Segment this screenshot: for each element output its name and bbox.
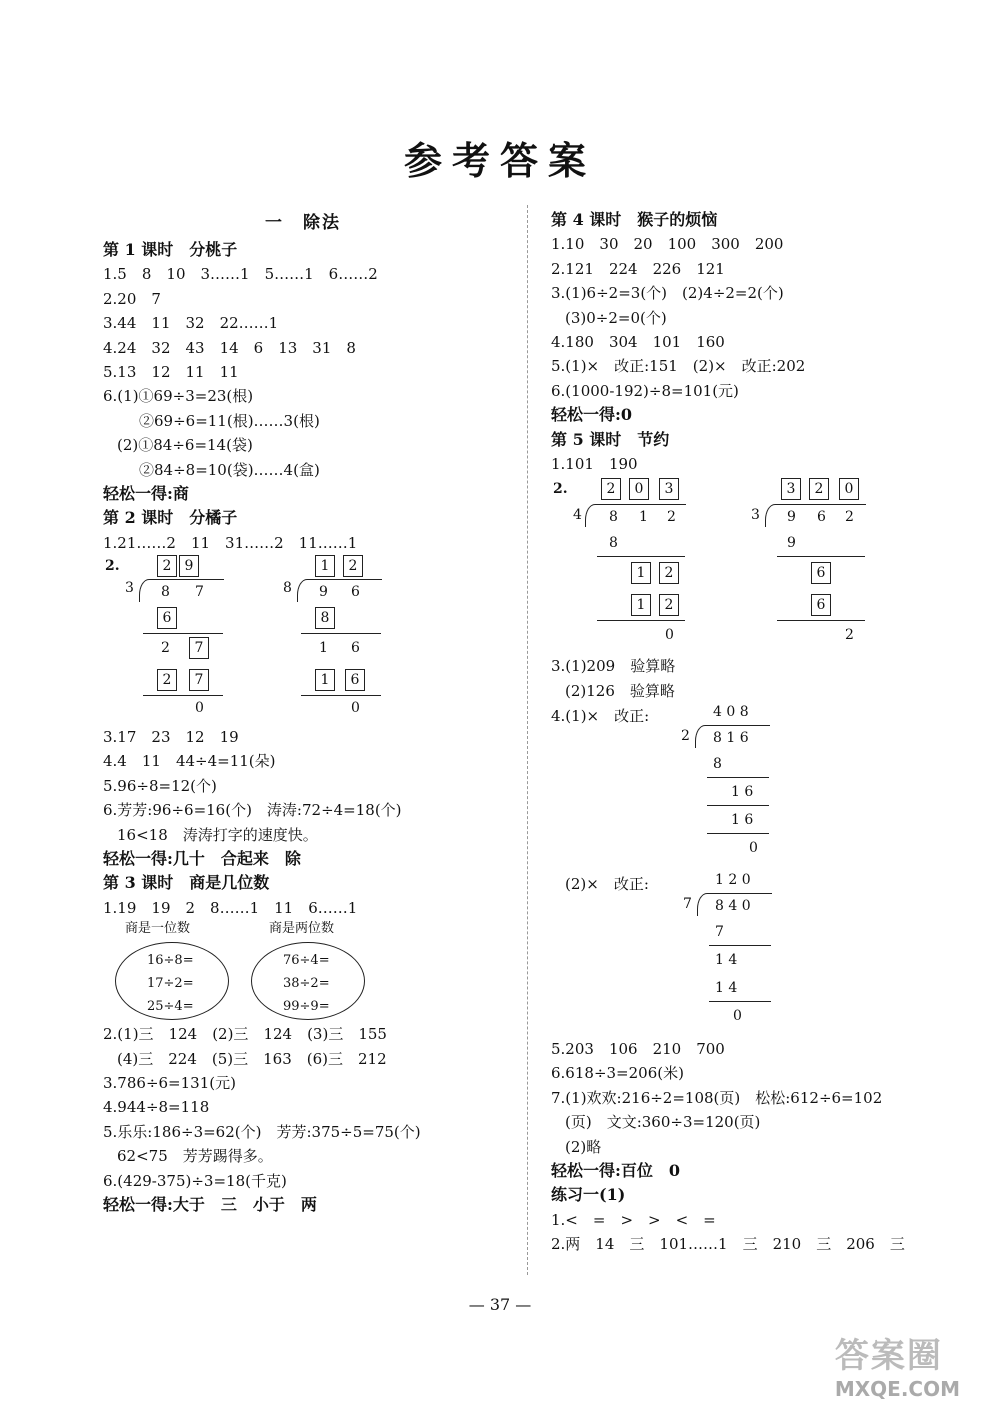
dividend-digit: 2 xyxy=(845,509,854,526)
watermark-text: MXQE.COM xyxy=(834,1377,960,1401)
final-remainder: 0 xyxy=(665,627,674,644)
rule xyxy=(143,695,223,696)
lesson-2-heading: 第 2 课时 分橘子 xyxy=(103,508,238,528)
division-bracket xyxy=(139,579,224,602)
watermark-glyphs: 答案圈 xyxy=(834,1336,943,1376)
rule xyxy=(597,620,685,621)
answer-line: 1.5 8 10 3……1 5……1 6……2 xyxy=(103,265,378,284)
section-title: 一 除法 xyxy=(265,213,341,233)
subtract-digit: 7 xyxy=(715,924,724,941)
quotient-digit: 0 xyxy=(629,478,649,500)
ellipse-item: 38÷2= xyxy=(283,976,330,992)
answer-line: 1.< = > > < = xyxy=(551,1210,716,1229)
subtract-digit: 6 xyxy=(345,669,365,691)
page-title: 参考答案 xyxy=(403,138,596,183)
rule xyxy=(597,556,685,557)
subtract-digit: 8 xyxy=(315,607,335,629)
ellipse-item: 25÷4= xyxy=(147,999,194,1015)
practice-heading: 练习一(1) xyxy=(551,1185,626,1205)
dividend: 8 4 0 xyxy=(715,898,751,915)
ellipse-item: 99÷9= xyxy=(283,999,330,1015)
remainder-digit: 1 xyxy=(319,640,328,657)
rule xyxy=(707,777,769,778)
answer-line: (2)略 xyxy=(565,1137,602,1156)
divisor: 8 xyxy=(283,580,292,597)
rule xyxy=(709,945,771,946)
answer-line: (页) 文文:360÷3=120(页) xyxy=(565,1113,761,1132)
remainder-digit: 6 xyxy=(351,640,360,657)
final-remainder: 0 xyxy=(195,700,204,717)
subtract-digit: 1 xyxy=(631,594,651,616)
remainder-digit: 1 xyxy=(631,562,651,584)
final-remainder: 2 xyxy=(845,627,854,644)
quotient: 4 0 8 xyxy=(713,704,749,721)
answer-line: 1.21……2 11 31……2 11……1 xyxy=(103,533,358,552)
ellipse-item: 16÷8= xyxy=(147,953,194,969)
dividend: 8 1 6 xyxy=(713,730,749,747)
answer-line: (4)三 224 (5)三 163 (6)三 212 xyxy=(117,1049,387,1068)
answer-line: 4.4 11 44÷4=11(朵) xyxy=(103,752,276,771)
answer-line: 2.121 224 226 121 xyxy=(551,259,725,278)
answer-line: 3.(1)209 验算略 xyxy=(551,657,676,676)
lesson-1-heading: 第 1 课时 分桃子 xyxy=(103,240,238,259)
subtract: 1 4 xyxy=(715,980,738,997)
dividend-digit: 8 xyxy=(161,584,170,601)
answer-line: 4.180 304 101 160 xyxy=(551,332,725,351)
final-remainder: 0 xyxy=(749,840,758,857)
divisor: 3 xyxy=(751,507,760,524)
dividend-digit: 8 xyxy=(609,509,618,526)
quotient-digit: 9 xyxy=(179,555,199,577)
bonus-line: 轻松一得:百位 0 xyxy=(551,1161,681,1181)
answer-line: 3.44 11 32 22……1 xyxy=(103,314,279,333)
correction-division xyxy=(551,871,971,1037)
quotient-digit: 3 xyxy=(659,478,679,500)
dividend-digit: 2 xyxy=(667,509,676,526)
quotient-digit: 2 xyxy=(809,478,829,500)
question-number: 2. xyxy=(553,481,568,498)
subtract-digit: 8 xyxy=(713,756,722,773)
answer-line: 5.(1)× 改正:151 (2)× 改正:202 xyxy=(551,357,806,376)
quotient-digit: 3 xyxy=(781,478,801,500)
rule xyxy=(709,1001,771,1002)
subtract-digit: 2 xyxy=(157,669,177,691)
answer-line: 3.17 23 12 19 xyxy=(103,728,239,747)
division-bracket xyxy=(297,579,382,602)
answer-line: 1.10 30 20 100 300 200 xyxy=(551,235,784,254)
answer-line: 5.乐乐:186÷3=62(个) 芳芳:375÷5=75(个) xyxy=(103,1122,421,1141)
answer-line: 1.19 19 2 8……1 11 6……1 xyxy=(103,898,358,917)
subtract-digit: 6 xyxy=(811,594,831,616)
answer-line: (2)× 改正: xyxy=(565,875,649,894)
answer-line: 7.(1)欢欢:216÷2=108(页) 松松:612÷6=102 xyxy=(551,1088,883,1107)
quotient: 1 2 0 xyxy=(715,872,751,889)
lesson-3-heading: 第 3 课时 商是几位数 xyxy=(103,873,270,893)
watermark-logo xyxy=(835,1328,960,1401)
answer-line: 6.618÷3=206(米) xyxy=(551,1064,684,1083)
remainder: 1 6 xyxy=(731,784,754,801)
divisor: 4 xyxy=(573,507,582,524)
remainder-digit: 2 xyxy=(659,562,679,584)
answer-line: 6.(1000-192)÷8=101(元) xyxy=(551,381,739,400)
subtract-digit: 1 xyxy=(315,669,335,691)
divisor: 7 xyxy=(683,896,692,913)
dividend-digit: 9 xyxy=(787,509,796,526)
rule xyxy=(707,833,769,834)
correction-division xyxy=(551,703,971,871)
divisor: 3 xyxy=(125,580,134,597)
answer-line: 3.786÷6=131(元) xyxy=(103,1073,236,1092)
quotient-digit: 1 xyxy=(315,555,335,577)
bonus-line: 轻松一得:商 xyxy=(103,483,189,503)
final-remainder: 0 xyxy=(351,700,360,717)
answer-line: ②69÷6=11(根)……3(根) xyxy=(139,411,320,430)
answer-line: (2)①84÷6=14(袋) xyxy=(117,436,253,455)
answer-line: 5.96÷8=12(个) xyxy=(103,776,217,795)
rule xyxy=(301,633,381,634)
answer-line: 4.24 32 43 14 6 13 31 8 xyxy=(103,338,356,357)
lesson-4-heading: 第 4 课时 猴子的烦恼 xyxy=(551,210,718,229)
ellipse-label: 商是两位数 xyxy=(269,921,335,937)
subtract-digit: 9 xyxy=(787,535,796,552)
answer-line: (2)126 验算略 xyxy=(565,681,675,700)
answer-line: 4.944÷8=118 xyxy=(103,1098,210,1117)
rule xyxy=(143,633,223,634)
answer-line: 2.(1)三 124 (2)三 124 (3)三 155 xyxy=(103,1025,387,1044)
subtract: 1 6 xyxy=(731,812,754,829)
answer-line: 62<75 芳芳踢得多。 xyxy=(117,1147,273,1166)
rule xyxy=(777,620,865,621)
page-number: — 37 — xyxy=(468,1295,532,1314)
ellipse-item: 17÷2= xyxy=(147,976,194,992)
answer-line: 6.(429-375)÷3=18(千克) xyxy=(103,1171,287,1190)
answer-line: 3.(1)6÷2=3(个) (2)4÷2=2(个) xyxy=(551,284,784,303)
long-division-block xyxy=(551,476,971,654)
answer-line: 5.203 106 210 700 xyxy=(551,1040,725,1059)
quotient-digit: 2 xyxy=(601,478,621,500)
right-column xyxy=(551,208,971,1257)
subtract-digit: 2 xyxy=(659,594,679,616)
answer-line: 6.(1)①69÷3=23(根) xyxy=(103,387,254,406)
bonus-line: 轻松一得:大于 三 小于 两 xyxy=(103,1194,317,1214)
dividend-digit: 6 xyxy=(351,584,360,601)
question-number: 2. xyxy=(105,558,120,575)
divisor: 2 xyxy=(681,728,690,745)
rule xyxy=(777,556,865,557)
subtract-digit: 7 xyxy=(189,669,209,691)
final-remainder: 0 xyxy=(733,1008,742,1025)
answer-line: 2.20 7 xyxy=(103,289,161,308)
ellipse-label: 商是一位数 xyxy=(125,921,191,937)
dividend-digit: 9 xyxy=(319,584,328,601)
subtract-digit: 6 xyxy=(157,607,177,629)
rule xyxy=(301,695,381,696)
remainder: 1 4 xyxy=(715,952,738,969)
left-column xyxy=(103,208,503,1217)
ellipse-item: 76÷4= xyxy=(283,953,330,969)
answer-line: 6.芳芳:96÷6=16(个) 涛涛:72÷4=18(个) xyxy=(103,801,402,820)
long-division-block xyxy=(103,555,503,725)
subtract-digit: 8 xyxy=(609,535,618,552)
dividend-digit: 1 xyxy=(639,509,648,526)
answer-line: (3)0÷2=0(个) xyxy=(565,308,667,327)
remainder-digit: 6 xyxy=(811,562,831,584)
dividend-digit: 6 xyxy=(817,509,826,526)
answer-line: 2.两 14 三 101……1 三 210 三 206 三 xyxy=(551,1235,905,1254)
bonus-line: 轻松一得:几十 合起来 除 xyxy=(103,849,301,869)
dividend-digit: 7 xyxy=(195,584,204,601)
answer-line: ②84÷8=10(袋)……4(盒) xyxy=(139,460,320,479)
answer-line: 5.13 12 11 11 xyxy=(103,362,239,381)
remainder-digit: 2 xyxy=(161,640,170,657)
quotient-digit: 2 xyxy=(343,555,363,577)
quotient-digit: 0 xyxy=(839,478,859,500)
classification-diagram xyxy=(103,920,503,1022)
lesson-5-heading: 第 5 课时 节约 xyxy=(551,429,670,449)
quotient-digit: 2 xyxy=(157,555,177,577)
rule xyxy=(707,805,769,806)
answer-line: 1.101 190 xyxy=(551,454,638,473)
answer-line: 4.(1)× 改正: xyxy=(551,707,650,726)
answer-line: 16<18 涛涛打字的速度快。 xyxy=(117,825,318,844)
bonus-line: 轻松一得:0 xyxy=(551,405,633,425)
column-divider xyxy=(527,205,528,1275)
remainder-digit: 7 xyxy=(189,637,209,659)
